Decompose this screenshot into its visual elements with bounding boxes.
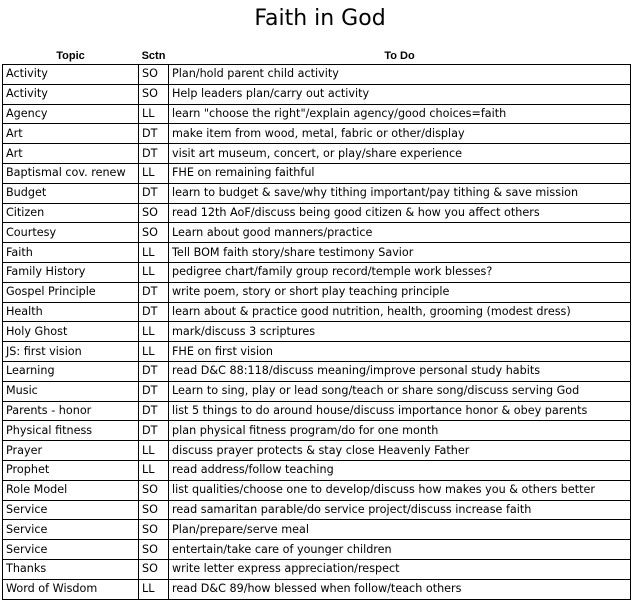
sctn-cell: SO: [139, 500, 169, 520]
table-row: [3, 163, 631, 183]
topic-cell: Courtesy: [3, 223, 139, 243]
sctn-cell: SO: [139, 203, 169, 223]
topic-cell: Gospel Principle: [3, 282, 139, 302]
todo-cell: read D&C 89/how blessed when follow/teach others: [169, 579, 631, 599]
table-row: [3, 540, 631, 560]
todo-cell: learn "choose the right"/explain agency/good choices=faith: [169, 104, 631, 124]
table-row: [3, 500, 631, 520]
table-row: [3, 84, 631, 104]
sctn-cell: DT: [139, 124, 169, 144]
todo-cell: read D&C 88:118/discuss meaning/improve personal study habits: [169, 361, 631, 381]
topic-cell: JS: first vision: [3, 342, 139, 362]
todo-cell: mark/discuss 3 scriptures: [169, 322, 631, 342]
topic-cell: Baptismal cov. renew: [3, 163, 139, 183]
topic-cell: Activity: [3, 65, 139, 85]
sctn-cell: LL: [139, 460, 169, 480]
topic-cell: Citizen: [3, 203, 139, 223]
table-row: [3, 421, 631, 441]
topic-cell: Agency: [3, 104, 139, 124]
table-row: [3, 559, 631, 579]
sctn-cell: SO: [139, 559, 169, 579]
topic-cell: Learning: [3, 361, 139, 381]
todo-cell: FHE on first vision: [169, 342, 631, 362]
table-row: [3, 579, 631, 599]
sctn-cell: LL: [139, 322, 169, 342]
page-title: Faith in God: [254, 6, 386, 31]
todo-cell: visit art museum, concert, or play/share experience: [169, 144, 631, 164]
sctn-header: Sctn: [141, 50, 166, 62]
table-row: [3, 262, 631, 282]
table-row: [3, 282, 631, 302]
table-row: [3, 104, 631, 124]
todo-cell: Plan/prepare/serve meal: [169, 520, 631, 540]
sctn-cell: DT: [139, 183, 169, 203]
todo-cell: pedigree chart/family group record/temple work blesses?: [169, 262, 631, 282]
topic-cell: Prophet: [3, 460, 139, 480]
todo-cell: write letter express appreciation/respect: [169, 559, 631, 579]
topic-cell: Service: [3, 500, 139, 520]
sctn-cell: DT: [139, 421, 169, 441]
table-row: [3, 203, 631, 223]
sctn-cell: DT: [139, 361, 169, 381]
table-row: [3, 124, 631, 144]
sctn-cell: SO: [139, 84, 169, 104]
todo-cell: Plan/hold parent child activity: [169, 65, 631, 85]
todo-cell: learn to budget & save/why tithing important/pay tithing & save mission: [169, 183, 631, 203]
table-row: [3, 381, 631, 401]
todo-cell: Learn to sing, play or lead song/teach or share song/discuss serving God: [169, 381, 631, 401]
sctn-cell: SO: [139, 223, 169, 243]
sctn-cell: LL: [139, 104, 169, 124]
topic-cell: Health: [3, 302, 139, 322]
todo-cell: learn about & practice good nutrition, health, grooming (modest dress): [169, 302, 631, 322]
table-row: [3, 520, 631, 540]
topic-cell: Activity: [3, 84, 139, 104]
table-row: [3, 223, 631, 243]
sctn-cell: SO: [139, 65, 169, 85]
sctn-cell: LL: [139, 441, 169, 461]
sctn-cell: LL: [139, 163, 169, 183]
topic-cell: Physical fitness: [3, 421, 139, 441]
topic-header: Topic: [56, 50, 85, 62]
table-row: [3, 460, 631, 480]
sctn-cell: LL: [139, 243, 169, 263]
todo-cell: read address/follow teaching: [169, 460, 631, 480]
topic-cell: Family History: [3, 262, 139, 282]
table-row: [3, 302, 631, 322]
todo-cell: Help leaders plan/carry out activity: [169, 84, 631, 104]
topic-cell: Service: [3, 540, 139, 560]
sctn-cell: SO: [139, 540, 169, 560]
todo-cell: make item from wood, metal, fabric or other/display: [169, 124, 631, 144]
sctn-cell: LL: [139, 342, 169, 362]
topic-cell: Art: [3, 144, 139, 164]
faith-in-god-table: [2, 48, 631, 600]
todo-cell: write poem, story or short play teaching principle: [169, 282, 631, 302]
sctn-cell: LL: [139, 262, 169, 282]
topic-cell: Service: [3, 520, 139, 540]
sctn-cell: DT: [139, 282, 169, 302]
topic-cell: Music: [3, 381, 139, 401]
todo-cell: discuss prayer protects & stay close Heavenly Father: [169, 441, 631, 461]
table-row: [3, 144, 631, 164]
sctn-cell: SO: [139, 520, 169, 540]
table-row: [3, 65, 631, 85]
table-row: [3, 361, 631, 381]
topic-cell: Thanks: [3, 559, 139, 579]
todo-cell: read samaritan parable/do service project/discuss increase faith: [169, 500, 631, 520]
topic-cell: Word of Wisdom: [3, 579, 139, 599]
todo-header: To Do: [384, 50, 415, 62]
topic-cell: Art: [3, 124, 139, 144]
sctn-cell: SO: [139, 480, 169, 500]
table-row: [3, 401, 631, 421]
table-row: [3, 441, 631, 461]
todo-cell: plan physical fitness program/do for one month: [169, 421, 631, 441]
topic-cell: Holy Ghost: [3, 322, 139, 342]
header-row: [3, 48, 631, 65]
todo-cell: list qualities/choose one to develop/discuss how makes you & others better: [169, 480, 631, 500]
table-row: [3, 322, 631, 342]
sctn-cell: DT: [139, 144, 169, 164]
todo-cell: Learn about good manners/practice: [169, 223, 631, 243]
topic-cell: Prayer: [3, 441, 139, 461]
topic-cell: Role Model: [3, 480, 139, 500]
table-row: [3, 480, 631, 500]
sctn-cell: LL: [139, 579, 169, 599]
todo-cell: FHE on remaining faithful: [169, 163, 631, 183]
table-row: [3, 243, 631, 263]
todo-cell: Tell BOM faith story/share testimony Savior: [169, 243, 631, 263]
sctn-cell: DT: [139, 381, 169, 401]
topic-cell: Parents - honor: [3, 401, 139, 421]
topic-cell: Faith: [3, 243, 139, 263]
topic-cell: Budget: [3, 183, 139, 203]
sctn-cell: DT: [139, 401, 169, 421]
todo-cell: list 5 things to do around house/discuss importance honor & obey parents: [169, 401, 631, 421]
table-row: [3, 183, 631, 203]
sctn-cell: DT: [139, 302, 169, 322]
todo-cell: read 12th AoF/discuss being good citizen & how you affect others: [169, 203, 631, 223]
todo-cell: entertain/take care of younger children: [169, 540, 631, 560]
table-row: [3, 342, 631, 362]
